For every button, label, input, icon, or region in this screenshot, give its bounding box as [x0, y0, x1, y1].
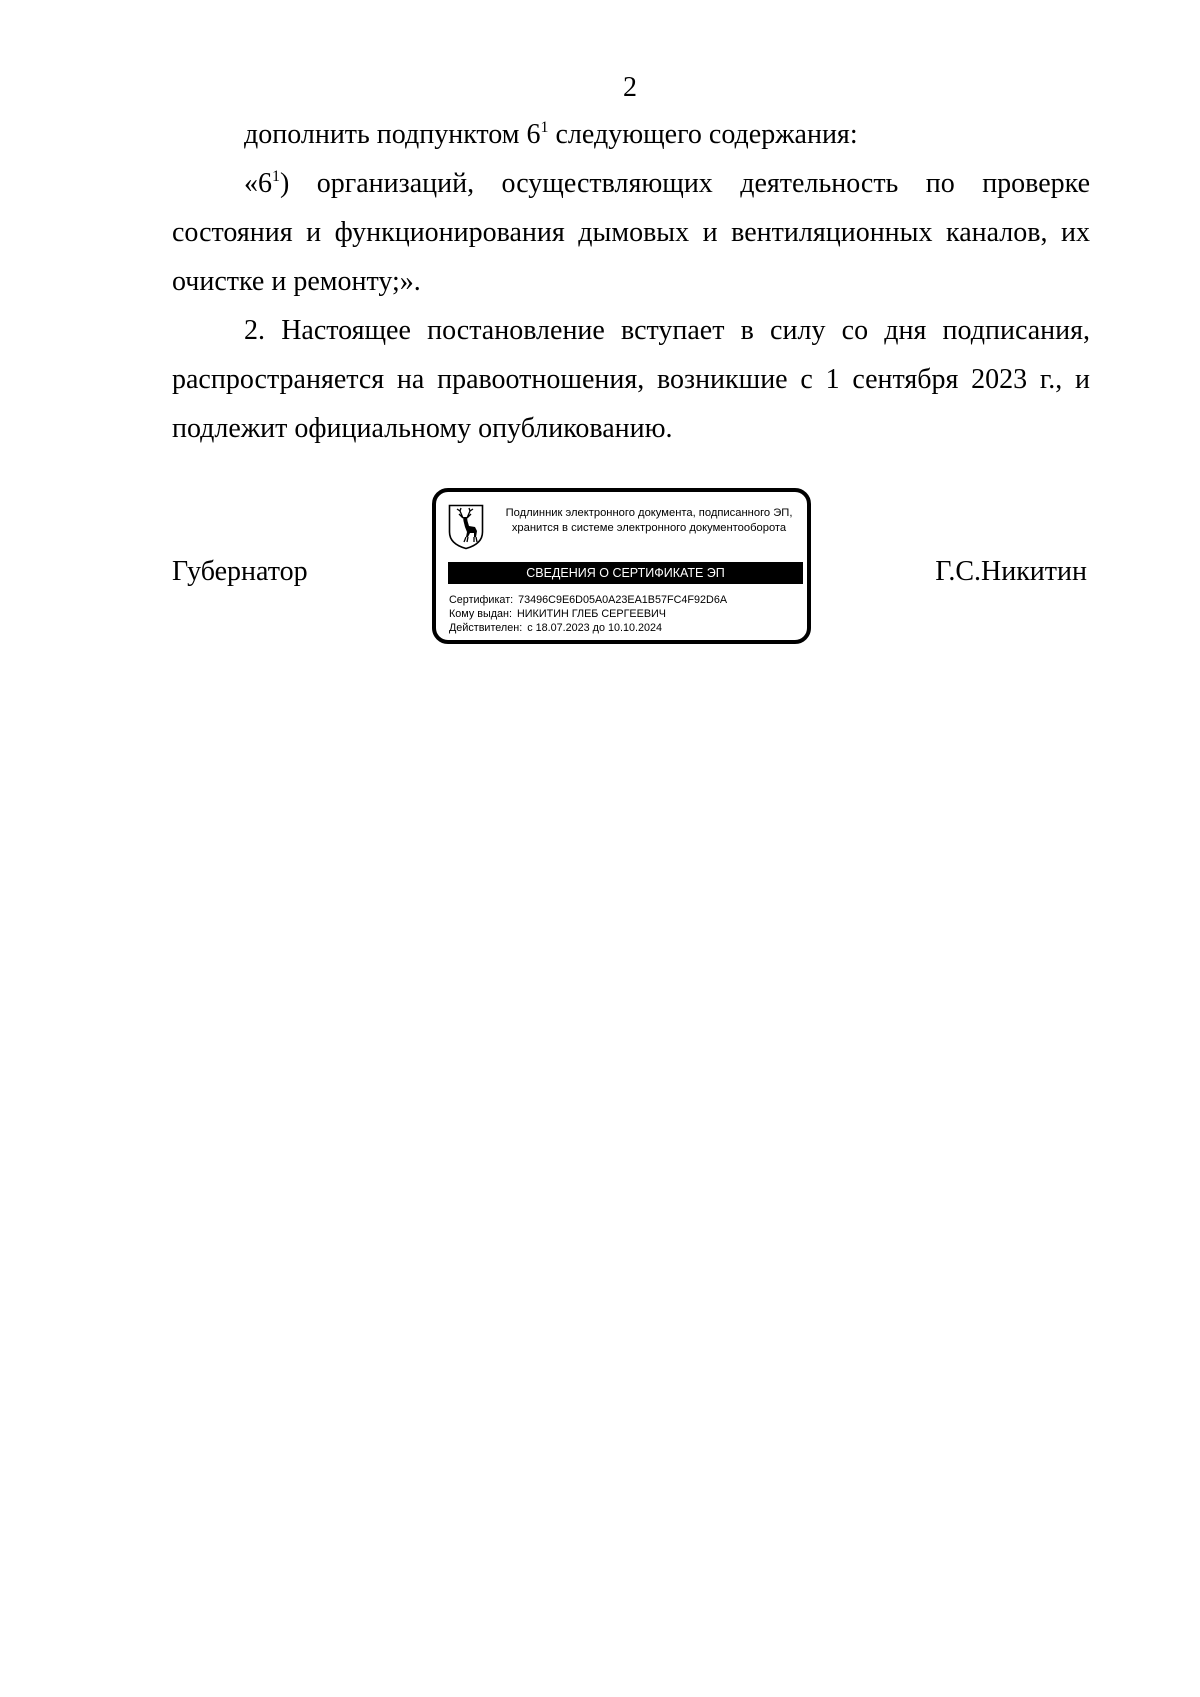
issued-to-label: Кому выдан:	[449, 608, 512, 620]
paragraph-amendment-intro	[172, 110, 1090, 159]
stamp-header	[490, 506, 808, 536]
signatory-name: Г.С.Никитин	[935, 556, 1087, 587]
electronic-signature-stamp	[432, 488, 811, 644]
page-number: 2	[623, 72, 637, 103]
stamp-title-bar: СВЕДЕНИЯ О СЕРТИФИКАТЕ ЭП	[448, 562, 803, 584]
paragraph-text: ) организаций, осуществляющих деятельность по проверке состояния и функционирования дымовых и вентиляционных каналов, их очистке и ремонту;».	[172, 168, 1090, 297]
paragraph-effective-date: 2. Настоящее постановление вступает в силу со дня подписания, распространяется на правоотношения, возникшие с 1 сентября 2023 г., и подлежит официальному опубликованию.	[172, 315, 1090, 444]
issued-to-value: НИКИТИН ГЛЕБ СЕРГЕЕВИЧ	[517, 608, 666, 620]
document-body	[172, 110, 1090, 453]
issued-to-row	[449, 607, 804, 621]
certificate-details	[449, 593, 804, 635]
stamp-header-line: хранится в системе электронного документооборота	[511, 522, 787, 534]
certificate-value: 73496C9E6D05A0A23EA1B57FC4F92D6A	[518, 594, 728, 606]
superscript-index: 1	[272, 168, 280, 185]
validity-row	[449, 621, 804, 635]
coat-of-arms-deer-icon	[448, 504, 484, 550]
certificate-row	[449, 593, 804, 607]
paragraph-text: «6	[244, 168, 272, 199]
validity-label: Действителен:	[449, 622, 523, 634]
paragraph-text: дополнить подпунктом 6	[244, 119, 541, 150]
certificate-label: Сертификат:	[449, 594, 514, 606]
validity-value: с 18.07.2023 до 10.10.2024	[527, 622, 662, 634]
stamp-header-line: Подлинник электронного документа, подписанного ЭП,	[505, 507, 793, 519]
superscript-index: 1	[540, 119, 549, 136]
paragraph-text: следующего содержания:	[548, 119, 858, 150]
signatory-position: Губернатор	[172, 556, 308, 587]
paragraph-amendment-text	[172, 159, 1090, 306]
